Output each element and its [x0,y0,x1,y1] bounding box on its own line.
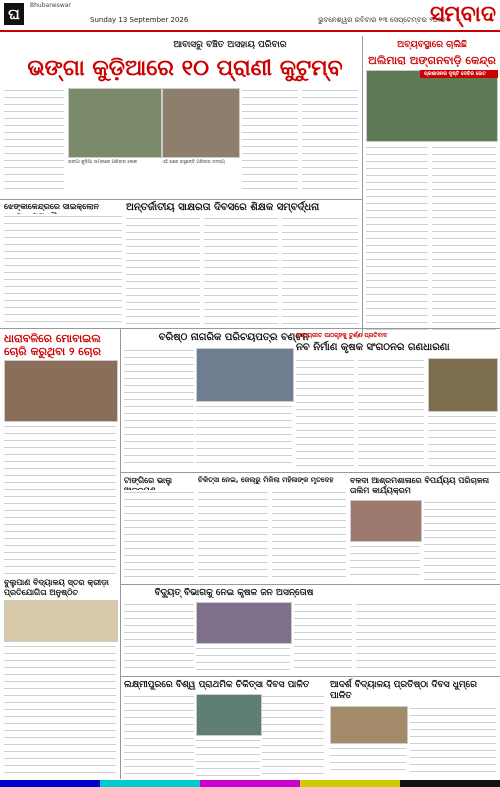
row2-text1 [4,214,122,324]
masthead-logo: ସମ୍ବାଦ [430,1,496,27]
farmers-text2 [358,358,424,468]
disaster-text1 [350,544,420,580]
school-headline: ଆଦର୍ଶ ବିଦ୍ୟାଳୟ ପ୍ରତିଷ୍ଠା ଦିବସ ଧୁମ୍ରେ ପାଳିତ [330,680,477,701]
lead-col1 [4,88,64,195]
print-color-bar [0,780,500,787]
electric-headline: ବିଦ୍ୟୁତ୍ ବିଭାଗକୁ ନେଇ କୃଷକ ଜନ ଅସନ୍ତୋଷ [154,588,314,598]
lead-col4 [242,88,298,195]
lead-photo-right [162,88,240,158]
disaster-headline: ବଳଦା ଆଶ୍ରମଶାଳାରେ ବିପର୍ଯ୍ୟୟ ପରିଚାଳନା ତାଲିମ କାର୍ଯ୍ୟକ୍ରମ [350,476,490,495]
school-photo [330,706,408,744]
electric-photo [196,602,292,644]
jail-text1 [198,490,268,580]
edition-label: Bhubaneswar [30,2,71,9]
electric-text2 [196,646,290,672]
firstaid-text3 [262,694,324,776]
right-headline: ଅଲିମାରା ଅଙ୍ଗନବାଡ଼ି କେନ୍ଦ୍ର [368,54,496,67]
bear-text [124,490,194,580]
page-header [0,0,500,32]
school-text1 [330,746,406,776]
date-english: Sunday 13 September 2026 [90,16,189,24]
right-col2 [432,145,496,335]
lead-photo-left [68,88,162,158]
firstaid-headline: ଲକ୍ଷ୍ମୀପୁରରେ ବିଶ୍ୱ ପ୍ରାଥମିକ ଚିକିତ୍ସା ଦିବସ ପାଳିତ [124,680,310,690]
bear-headline: ଟାଙ୍ଗିରେ ଭାଲୁ [124,476,173,485]
school-text2 [410,706,496,776]
theft-photo [4,360,118,422]
farmers-kicker: ଜାତୀୟଗୀତ ପାଠଗୃହକୁ ତୁର୍ଣ୍ଣ ପ୍ରତିବାଦ [296,332,388,339]
farmers-photo [428,358,498,412]
senior-photo [196,348,294,402]
sports-photo [4,600,118,642]
sports-headline: ବୁଲୁପାଣ ବିଦ୍ୟାଳୟ ସ୍ତର କ୍ରୀଡ଼ା ପ୍ରତିଯୋଗିତା ଅନୁଷ୍ଠିତ [4,578,109,597]
farmers-text1 [296,358,354,468]
firstaid-text2 [196,738,260,776]
electric-text4 [356,602,496,672]
farmers-text3 [428,414,496,468]
right-photo [366,70,498,142]
lead-caption-left: ଭଙ୍ଗା କୁଡ଼ିଆ ସାମ୍ନାରେ ପରିବାର ଲୋକ [68,160,137,165]
row2-headline2: ଅନ୍ତର୍ଜାତୀୟ ସାକ୍ଷରତା ଦିବସରେ ଶିକ୍ଷକ ସମ୍ବର୍ଦ୍ଧନା [126,202,320,213]
right-tag: ପ୍ରଶାସନର ଦୃଷ୍ଟି ଦେବିକ ଭେଟ [420,70,498,78]
electric-text1 [124,602,194,672]
date-odia: ଭୁବନେଶ୍ୱର ରବିବାର ୧୩ ସେପ୍ଟେମ୍ବର ୨୦୨୬ [318,16,446,24]
senior-text1 [124,348,194,468]
sports-text [4,644,116,774]
row2-text2a [126,216,200,324]
lead-kicker: ଆବାସରୁ ବଞ୍ଚିତ ଅସହାୟ ପରିବାର [173,40,287,50]
farmers-headline: ନବ ନିର୍ମାଣ କୃଷକ ସଂଗଠନର ଗଣଧାରଣା [296,342,450,353]
right-kicker: ଅବ୍ୟବସ୍ଥାରେ ଚାଲିଛି [397,40,467,50]
disaster-text2 [424,500,496,580]
jail-text2 [272,490,346,580]
electric-text3 [294,602,352,672]
page-number: ଘ [4,3,24,25]
lead-caption-right: ଏହି ଘରେ ରହୁଛନ୍ତି ପରିବାର ସଦସ୍ୟ [162,160,225,165]
lead-col5 [302,88,358,195]
jail-headline: ଚିକିତ୍ସା ନେଇ, ଜେଲ୍ରୁ ମିଳିଲା ମହିଳାଙ୍କ ମୃତଦେହ [198,476,334,484]
theft-text [4,424,116,574]
firstaid-text1 [124,694,194,776]
row2-text2c [282,216,358,324]
right-col1 [366,145,428,335]
row2-headline3: ଧାରାବଳିରେ ମୋବାଇଲ ଚୋରି କରୁଥିବା ୨ ଚୋର [4,332,101,358]
lead-headline: ଭଙ୍ଗା କୁଡ଼ିଆରେ ୧୦ ପ୍ରାଣୀ କୁଟୁମ୍ବ [27,56,343,81]
firstaid-photo [196,694,262,736]
senior-headline: ବରିଷ୍ଠ ନାଗରିକ ପରିଚୟପତ୍ର ବଣ୍ଟନ [158,332,310,343]
row2-text2b [204,216,278,324]
row2-headline1: ଝେଙ୍କାକେନ୍ଦ୍ରରେ ସାଇକ୍ଲୋନ [4,202,99,211]
disaster-photo [350,500,422,542]
senior-text2 [196,404,292,468]
